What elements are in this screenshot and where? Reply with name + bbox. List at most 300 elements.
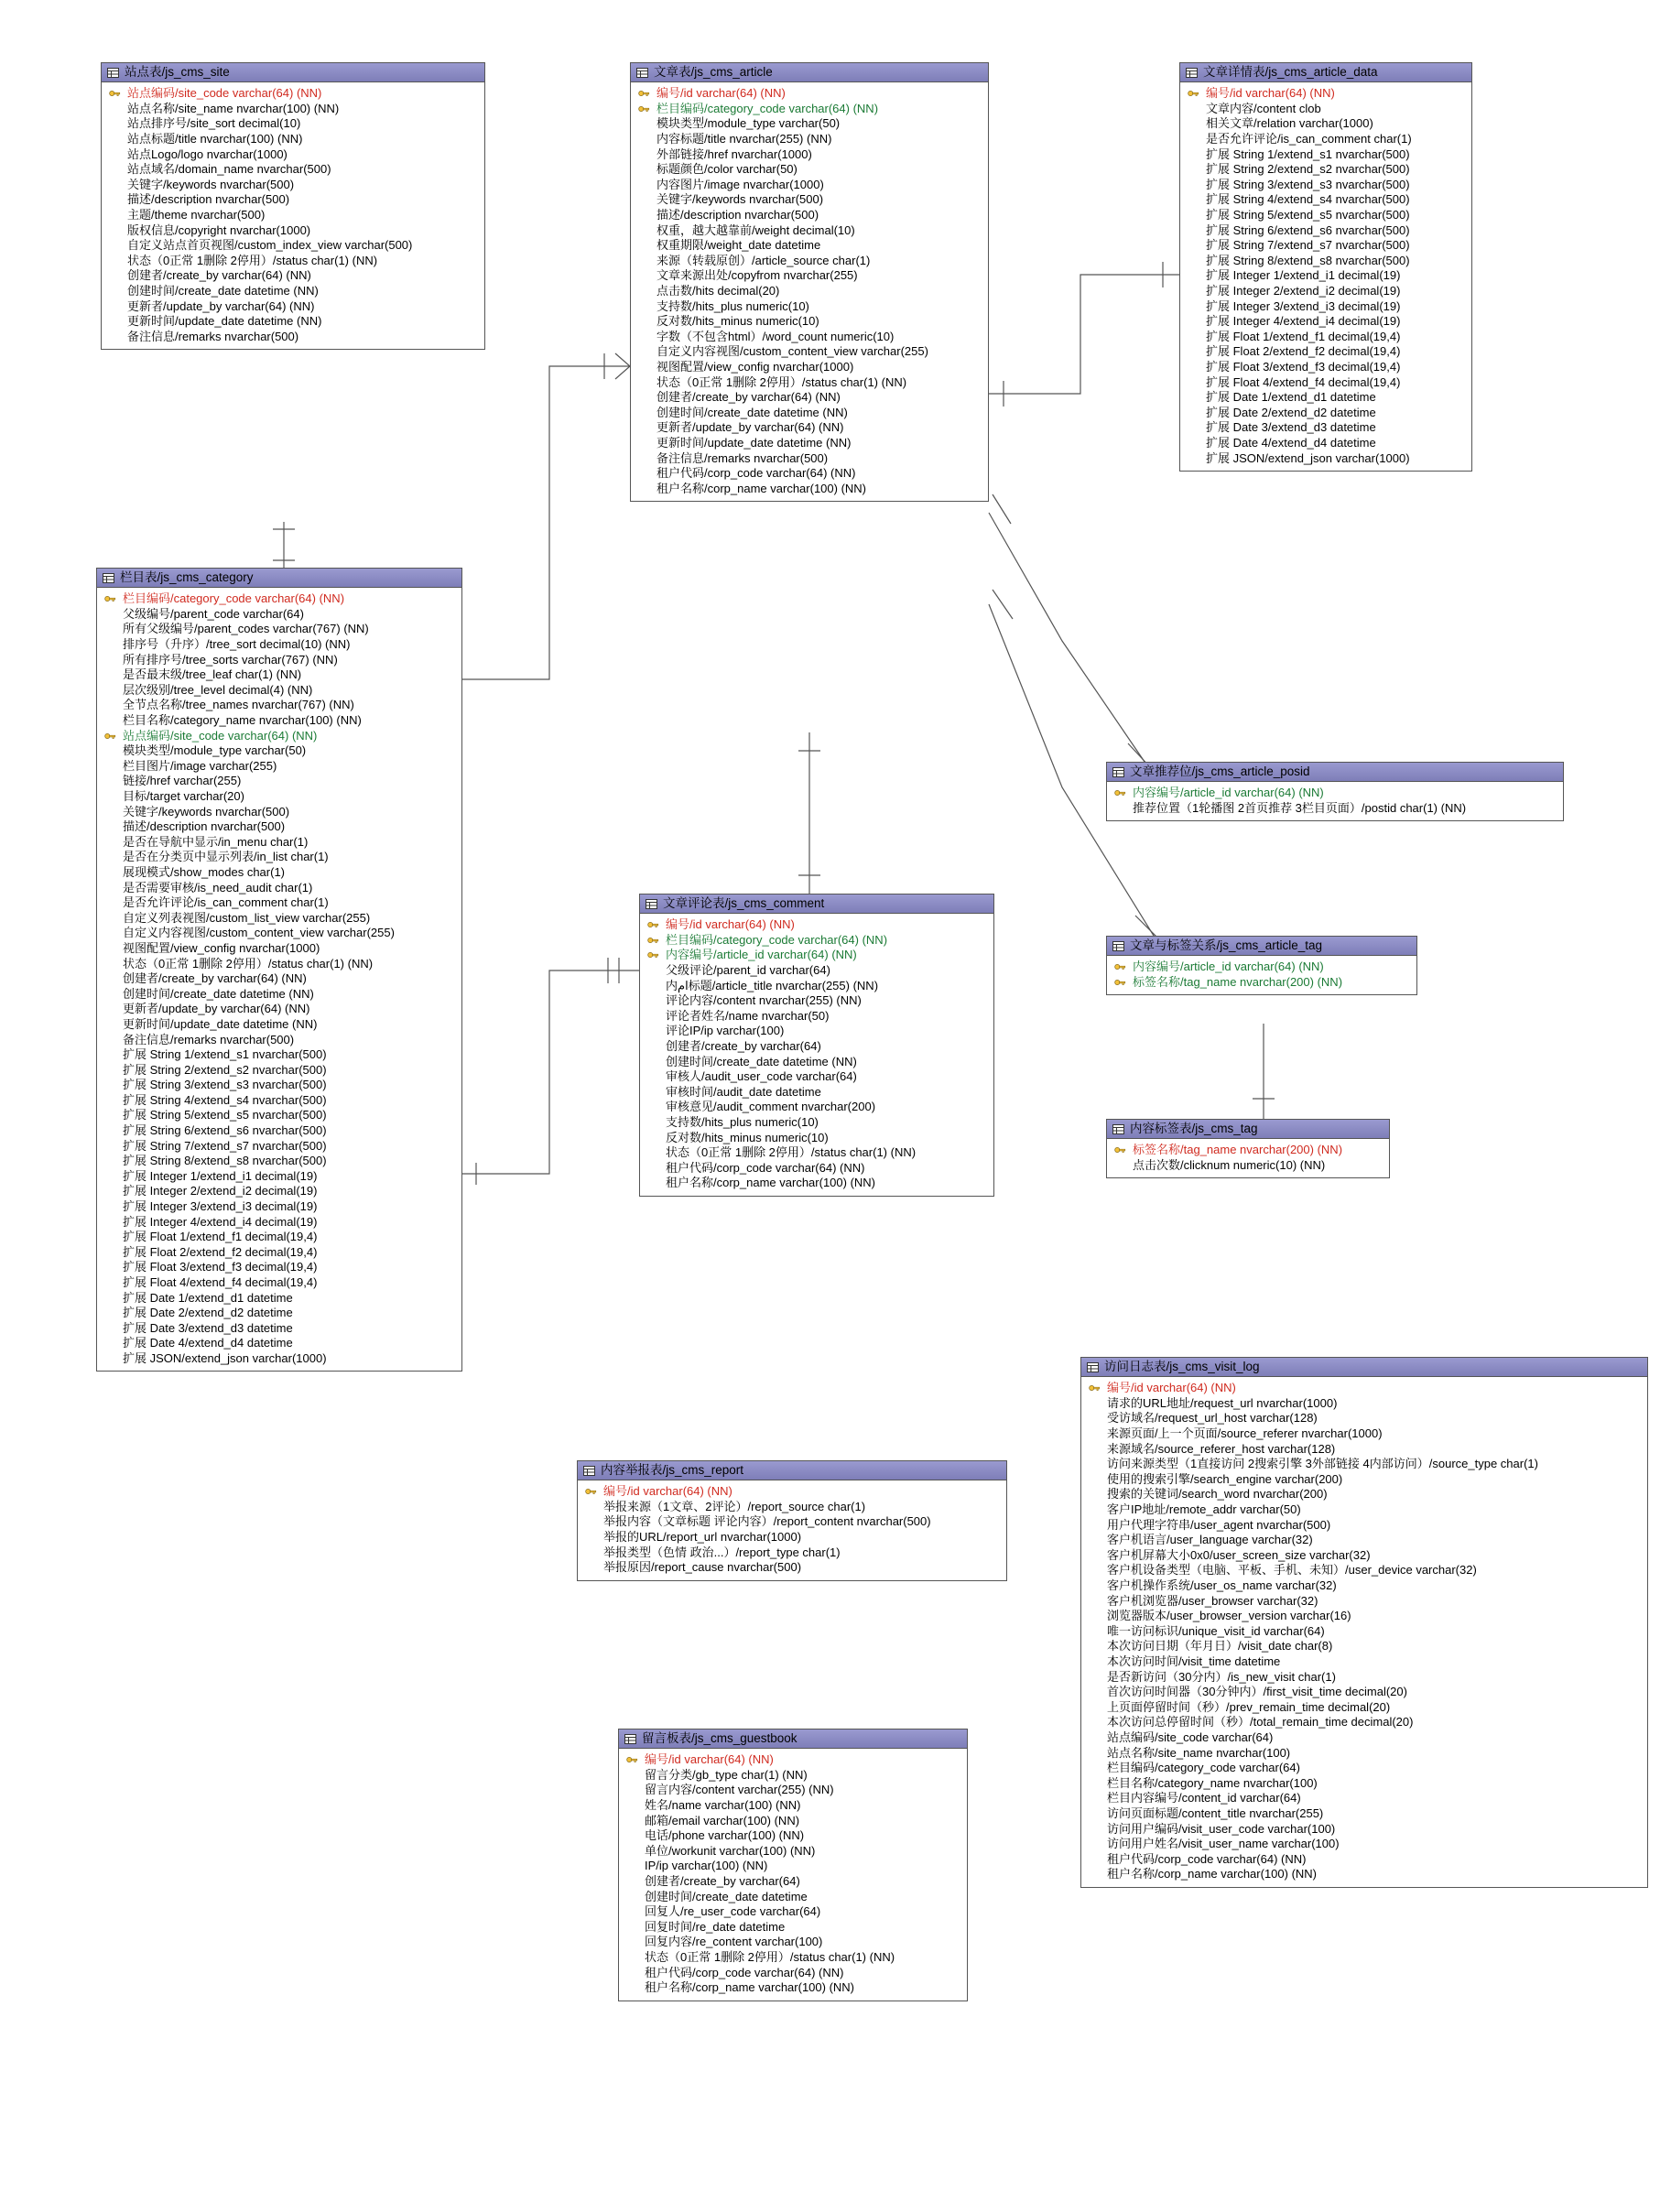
erd-table-header-js_cms_report[interactable]	[578, 1461, 1006, 1480]
erd-column	[97, 1336, 461, 1351]
erd-column	[97, 1214, 461, 1230]
erd-column	[97, 1002, 461, 1017]
erd-column-label: 扩展 Integer 3/extend_i3 decimal(19)	[123, 1199, 318, 1214]
erd-column-label: 浏览器版本/user_browser_version varchar(16)	[1107, 1609, 1351, 1623]
erd-column-label: 栏目编码/category_code varchar(64)	[1107, 1761, 1300, 1775]
erd-column	[97, 1245, 461, 1261]
erd-column	[97, 1078, 461, 1093]
erd-table-columns	[1180, 82, 1471, 471]
erd-column	[97, 1275, 461, 1291]
erd-column-label: 支持数/hits_plus numeric(10)	[666, 1115, 819, 1130]
erd-column-label: 支持数/hits_plus numeric(10)	[656, 298, 809, 313]
erd-column-label: 内ام标题/article_title nvarchar(255) (NN)	[666, 978, 879, 992]
erd-column-label: 站点Logo/logo nvarchar(1000)	[127, 146, 288, 161]
erd-column-label: 扩展 Date 1/extend_d1 datetime	[1206, 390, 1376, 405]
erd-column	[97, 1093, 461, 1109]
erd-column-label: 点击次数/clicknum numeric(10) (NN)	[1133, 1157, 1326, 1172]
erd-column-label: 扩展 String 4/extend_s4 nvarchar(500)	[123, 1092, 327, 1107]
erd-table-columns	[1107, 782, 1563, 820]
erd-column	[97, 1260, 461, 1275]
table-icon	[624, 1733, 636, 1743]
erd-column	[1081, 1563, 1647, 1578]
erd-column-label: 创建者/create_by varchar(64) (NN)	[127, 268, 311, 283]
table-icon	[1087, 1361, 1099, 1372]
erd-column-label: 内容图片/image nvarchar(1000)	[656, 177, 824, 191]
erd-column-label: 栏目图片/image varchar(255)	[123, 758, 277, 773]
erd-column	[640, 993, 993, 1009]
erd-column	[97, 789, 461, 805]
erd-column	[631, 116, 988, 132]
erd-column	[102, 86, 484, 102]
erd-column	[1107, 975, 1416, 991]
erd-column-label: 内容编号/article_id varchar(64) (NN)	[1133, 960, 1324, 974]
erd-column-label: 站点标题/title nvarchar(100) (NN)	[127, 132, 303, 146]
erd-column-label: 客户IP地址/remote_addr varchar(50)	[1107, 1502, 1301, 1517]
erd-column	[631, 222, 988, 238]
erd-column	[578, 1500, 1006, 1515]
erd-column-label: 层次级别/tree_level decimal(4) (NN)	[123, 682, 313, 697]
erd-column-label: 举报来源（1文章、2评论）/report_source char(1)	[603, 1499, 866, 1513]
erd-column	[97, 591, 461, 607]
primary-key-icon	[638, 89, 656, 98]
erd-column-label: 首次访问时间器（30分钟内）/first_visit_time decimal(20)	[1107, 1685, 1407, 1699]
erd-column-label: 状态（0正常 1删除 2停用）/status char(1) (NN)	[123, 956, 374, 970]
erd-column	[97, 926, 461, 941]
erd-column	[1081, 1775, 1647, 1791]
erd-table-header-js_cms_tag[interactable]	[1107, 1120, 1389, 1139]
erd-column-label: 自定义内容视图/custom_content_view varchar(255)	[123, 926, 395, 940]
erd-table-title: 内容举报表/js_cms_report	[601, 1462, 744, 1477]
erd-column	[1081, 1426, 1647, 1442]
erd-table-columns	[619, 1749, 967, 2001]
erd-column	[97, 1290, 461, 1306]
erd-column	[631, 192, 988, 208]
erd-column-label: 更新者/update_by varchar(64) (NN)	[127, 298, 315, 313]
erd-table-header-js_cms_visit_log[interactable]	[1081, 1358, 1647, 1377]
erd-column	[631, 330, 988, 345]
erd-column-label: 评论IP/ip varchar(100)	[666, 1024, 785, 1038]
erd-column	[640, 948, 993, 963]
erd-column	[97, 1032, 461, 1047]
erd-column-label: 回复内容/re_content varchar(100)	[645, 1935, 823, 1949]
erd-column	[102, 146, 484, 162]
erd-column	[97, 1017, 461, 1033]
erd-column	[1081, 1487, 1647, 1502]
erd-column	[578, 1484, 1006, 1500]
erd-table-title: 栏目表/js_cms_category	[120, 569, 254, 584]
erd-column-label: 扩展 String 1/extend_s1 nvarchar(500)	[1206, 146, 1410, 161]
table-icon	[1186, 67, 1198, 77]
table-icon	[636, 67, 648, 77]
erd-column	[619, 1813, 967, 1828]
erd-column-label: 审核时间/audit_date datetime	[666, 1084, 821, 1099]
erd-column-label: 栏目名称/category_name nvarchar(100)	[1107, 1775, 1318, 1790]
erd-column	[1081, 1578, 1647, 1594]
erd-column-label: 租户代码/corp_code varchar(64) (NN)	[1107, 1851, 1307, 1866]
erd-column-label: 搜索的关键词/search_word nvarchar(200)	[1107, 1487, 1328, 1502]
erd-column-label: 是否在导航中显示/in_menu char(1)	[123, 834, 309, 849]
erd-column	[1180, 344, 1471, 360]
erd-column	[1180, 450, 1471, 466]
erd-column-label: 扩展 Date 2/extend_d2 datetime	[123, 1306, 293, 1320]
erd-column	[1180, 86, 1471, 102]
erd-column-label: 站点编码/site_code varchar(64) (NN)	[123, 728, 318, 743]
erd-column	[1081, 1821, 1647, 1837]
erd-column	[1180, 254, 1471, 269]
erd-column-label: 扩展 Float 1/extend_f1 decimal(19,4)	[123, 1230, 318, 1244]
erd-column-label: 更新时间/update_date datetime (NN)	[656, 435, 852, 450]
erd-column	[631, 298, 988, 314]
erd-column	[1180, 208, 1471, 223]
foreign-key-icon	[638, 104, 656, 114]
primary-key-icon	[1089, 1383, 1107, 1393]
erd-column	[97, 667, 461, 683]
erd-column	[631, 420, 988, 436]
erd-column	[102, 238, 484, 254]
erd-table-columns	[1107, 956, 1416, 994]
erd-column	[619, 1904, 967, 1920]
erd-column	[1081, 1472, 1647, 1488]
erd-column-label: 扩展 Date 3/extend_d3 datetime	[123, 1320, 293, 1335]
primary-key-icon	[647, 920, 666, 929]
erd-table-header-js_cms_site[interactable]	[102, 63, 484, 82]
erd-column-label: 点击数/hits decimal(20)	[656, 284, 780, 298]
erd-column-label: 扩展 Date 4/extend_d4 datetime	[1206, 435, 1376, 450]
foreign-key-icon	[1114, 978, 1133, 987]
erd-column-label: 自定义列表视图/custom_list_view varchar(255)	[123, 910, 371, 925]
erd-column-label: 评论者姓名/name nvarchar(50)	[666, 1008, 830, 1023]
erd-table-title: 文章详情表/js_cms_article_data	[1203, 64, 1378, 79]
erd-column	[640, 1145, 993, 1161]
erd-column-label: 标题颜色/color varchar(50)	[656, 162, 798, 177]
erd-column	[1180, 238, 1471, 254]
erd-column	[102, 192, 484, 208]
erd-table-title: 访问日志表/js_cms_visit_log	[1104, 1359, 1260, 1373]
erd-column	[1180, 178, 1471, 193]
erd-table-js_cms_report[interactable]	[577, 1460, 1007, 1581]
erd-column	[97, 835, 461, 851]
erd-column	[97, 1230, 461, 1245]
erd-column	[631, 146, 988, 162]
erd-table-columns	[102, 82, 484, 349]
erd-column-label: 文章内容/content clob	[1206, 101, 1321, 115]
erd-column	[97, 971, 461, 987]
erd-column-label: 创建者/create_by varchar(64)	[645, 1874, 800, 1889]
erd-column	[1081, 1654, 1647, 1670]
erd-column	[619, 1798, 967, 1814]
primary-key-icon	[626, 1755, 645, 1764]
erd-column-label: 扩展 Integer 2/extend_i2 decimal(19)	[123, 1184, 318, 1198]
erd-column-label: 父级编号/parent_code varchar(64)	[123, 606, 304, 621]
erd-column-label: 电话/phone varchar(100) (NN)	[645, 1828, 805, 1843]
erd-column	[97, 652, 461, 667]
erd-column-label: 租户名称/corp_name varchar(100) (NN)	[656, 481, 867, 495]
erd-column	[97, 865, 461, 881]
erd-column	[619, 1768, 967, 1784]
erd-column-label: 扩展 Float 3/extend_f3 decimal(19,4)	[123, 1260, 318, 1274]
erd-column	[1180, 162, 1471, 178]
erd-column-label: 创建者/create_by varchar(64) (NN)	[656, 390, 841, 405]
erd-column	[97, 759, 461, 775]
erd-table-title: 文章表/js_cms_article	[654, 64, 773, 79]
erd-column-label: 租户代码/corp_code varchar(64) (NN)	[666, 1160, 865, 1175]
erd-column-label: 使用的搜索引擎/search_engine varchar(200)	[1107, 1471, 1343, 1486]
erd-column	[619, 1874, 967, 1890]
erd-column	[1081, 1669, 1647, 1685]
erd-column	[1081, 1851, 1647, 1867]
erd-column	[97, 1123, 461, 1139]
erd-column-label: 留言内容/content varchar(255) (NN)	[645, 1783, 834, 1797]
erd-column	[619, 1859, 967, 1874]
erd-column	[1081, 1457, 1647, 1472]
erd-column-label: 栏目编码/category_code varchar(64) (NN)	[656, 101, 879, 115]
erd-column-label: 创建时间/create_date datetime (NN)	[123, 986, 314, 1001]
erd-column	[97, 956, 461, 971]
erd-table-header-js_cms_comment[interactable]	[640, 895, 993, 914]
erd-column-label: 站点编码/site_code varchar(64)	[1107, 1729, 1274, 1744]
erd-column	[97, 986, 461, 1002]
erd-column-label: 评论内容/content nvarchar(255) (NN)	[666, 993, 862, 1008]
erd-column-label: 栏目名称/category_name nvarchar(100) (NN)	[123, 713, 362, 728]
erd-column	[1081, 1441, 1647, 1457]
erd-column-label: 扩展 Integer 1/extend_i1 decimal(19)	[123, 1168, 318, 1183]
erd-table-js_cms_guestbook[interactable]	[618, 1729, 968, 2001]
erd-column-label: 请求的URL地址/request_url nvarchar(1000)	[1107, 1395, 1338, 1410]
erd-column	[1081, 1867, 1647, 1882]
erd-column-label: 访问用户姓名/visit_user_name varchar(100)	[1107, 1837, 1340, 1851]
erd-column	[1081, 1699, 1647, 1715]
erd-column	[97, 1199, 461, 1215]
erd-column	[631, 390, 988, 406]
erd-column	[1081, 1624, 1647, 1640]
erd-column	[97, 743, 461, 759]
erd-column-label: 权重期限/weight_date datetime	[656, 238, 821, 253]
erd-column	[578, 1560, 1006, 1576]
erd-column	[1081, 1533, 1647, 1548]
erd-column	[97, 637, 461, 653]
erd-table-header-js_cms_article_posid[interactable]	[1107, 763, 1563, 782]
erd-column	[631, 481, 988, 496]
erd-column-label: 站点域名/domain_name nvarchar(500)	[127, 162, 331, 177]
erd-column	[619, 1935, 967, 1950]
erd-column	[640, 933, 993, 949]
erd-table-js_cms_comment[interactable]	[639, 894, 994, 1197]
erd-table-js_cms_article_data[interactable]	[1179, 62, 1472, 472]
erd-column	[97, 1184, 461, 1199]
erd-table-js_cms_article_tag[interactable]	[1106, 936, 1417, 995]
erd-table-columns	[578, 1480, 1006, 1580]
erd-column-label: 举报内容（文章标题 评论内容）/report_content nvarchar(500)	[603, 1514, 931, 1529]
erd-column-label: 用户代理字符串/user_agent nvarchar(500)	[1107, 1517, 1331, 1532]
erd-column-label: 创建者/create_by varchar(64) (NN)	[123, 971, 307, 986]
erd-column	[631, 344, 988, 360]
erd-column	[1081, 1639, 1647, 1654]
erd-column-label: 描述/description nvarchar(500)	[123, 819, 286, 834]
erd-column	[1107, 801, 1563, 817]
erd-column	[631, 254, 988, 269]
erd-column	[1081, 1396, 1647, 1412]
erd-column	[97, 880, 461, 895]
erd-column	[640, 1085, 993, 1101]
erd-column-label: 扩展 String 3/extend_s3 nvarchar(500)	[1206, 177, 1410, 191]
erd-column-label: 更新时间/update_date datetime (NN)	[123, 1016, 318, 1031]
erd-column	[102, 178, 484, 193]
erd-column-label: 访问用户编码/visit_user_code varchar(100)	[1107, 1821, 1336, 1836]
erd-column-label: 扩展 String 6/extend_s6 nvarchar(500)	[1206, 222, 1410, 237]
erd-column-label: 站点名称/site_name nvarchar(100) (NN)	[127, 101, 340, 115]
erd-table-js_cms_tag[interactable]	[1106, 1119, 1390, 1178]
erd-column	[97, 713, 461, 729]
erd-table-columns	[97, 588, 461, 1371]
erd-column-label: 本次访问日期（年月日）/visit_date char(8)	[1107, 1639, 1333, 1654]
erd-column	[640, 978, 993, 993]
erd-column-label: 版权信息/copyright nvarchar(1000)	[127, 222, 311, 237]
erd-table-js_cms_article_posid[interactable]	[1106, 762, 1564, 821]
erd-table-title: 内容标签表/js_cms_tag	[1130, 1121, 1258, 1135]
erd-column-label: 扩展 String 7/extend_s7 nvarchar(500)	[1206, 238, 1410, 253]
erd-column-label: 备注信息/remarks nvarchar(500)	[123, 1032, 295, 1046]
erd-column	[1081, 1715, 1647, 1730]
erd-column	[97, 1321, 461, 1337]
erd-column-label: 推荐位置（1轮播图 2首页推荐 3栏目页面）/postid char(1) (NN)	[1133, 800, 1467, 815]
erd-column-label: 外部链接/href nvarchar(1000)	[656, 146, 812, 161]
erd-column	[631, 132, 988, 147]
erd-column	[102, 314, 484, 330]
erd-column	[1107, 1143, 1389, 1158]
erd-column-label: 邮箱/email varchar(100) (NN)	[645, 1813, 800, 1827]
erd-column	[640, 1161, 993, 1176]
erd-column-label: 状态（0正常 1删除 2停用）/status char(1) (NN)	[666, 1145, 917, 1160]
erd-column-label: 所有父级编号/parent_codes varchar(767) (NN)	[123, 622, 369, 636]
erd-column	[97, 1062, 461, 1078]
erd-table-columns	[1081, 1377, 1647, 1887]
erd-column-label: 创建者/create_by varchar(64)	[666, 1039, 821, 1054]
foreign-key-icon	[647, 950, 666, 960]
erd-column	[640, 1130, 993, 1145]
erd-column	[97, 804, 461, 819]
erd-column-label: 扩展 JSON/extend_json varchar(1000)	[1206, 450, 1410, 465]
erd-column	[97, 1108, 461, 1123]
erd-column-label: 更新时间/update_date datetime (NN)	[127, 314, 322, 329]
primary-key-icon	[109, 89, 127, 98]
erd-table-header-js_cms_article_data[interactable]	[1180, 63, 1471, 82]
erd-column	[1081, 1609, 1647, 1624]
erd-table-header-js_cms_guestbook[interactable]	[619, 1729, 967, 1749]
erd-column	[640, 1024, 993, 1039]
erd-column	[1081, 1411, 1647, 1426]
erd-column	[97, 819, 461, 835]
erd-column-label: 留言分类/gb_type char(1) (NN)	[645, 1767, 808, 1782]
erd-column	[619, 1965, 967, 1980]
primary-key-icon	[1188, 89, 1206, 98]
erd-column	[97, 774, 461, 789]
erd-column-label: 本次访问总停留时间（秒）/total_remain_time decimal(20)	[1107, 1715, 1414, 1729]
table-icon	[646, 898, 657, 908]
erd-table-columns	[631, 82, 988, 501]
erd-column-label: 客户机浏览器/user_browser varchar(32)	[1107, 1593, 1318, 1608]
erd-column	[619, 1980, 967, 1996]
erd-column-label: 反对数/hits_minus numeric(10)	[656, 314, 819, 329]
erd-column-label: 是否在分类页中显示列表/in_list char(1)	[123, 850, 329, 864]
erd-column	[97, 1047, 461, 1063]
erd-table-js_cms_visit_log[interactable]	[1080, 1357, 1648, 1888]
erd-column	[619, 1844, 967, 1860]
erd-column-label: 文章来源出处/copyfrom nvarchar(255)	[656, 268, 858, 283]
erd-column	[631, 268, 988, 284]
erd-column-label: 标签名称/tag_name nvarchar(200) (NN)	[1133, 1143, 1343, 1157]
erd-column	[1081, 1837, 1647, 1852]
erd-column-label: 扩展 Integer 4/extend_i4 decimal(19)	[123, 1214, 318, 1229]
erd-column-label: 创建时间/create_date datetime (NN)	[127, 284, 319, 298]
erd-table-header-js_cms_article[interactable]	[631, 63, 988, 82]
erd-column-label: 扩展 String 8/extend_s8 nvarchar(500)	[1206, 253, 1410, 267]
erd-column-label: IP/ip varchar(100) (NN)	[645, 1859, 768, 1873]
erd-table-js_cms_category[interactable]	[96, 568, 462, 1372]
erd-column-label: 客户机操作系统/user_os_name varchar(32)	[1107, 1578, 1337, 1593]
erd-column-label: 备注信息/remarks nvarchar(500)	[127, 329, 299, 343]
erd-column-label: 扩展 Date 2/extend_d2 datetime	[1206, 405, 1376, 419]
erd-column-label: 扩展 JSON/extend_json varchar(1000)	[123, 1350, 327, 1365]
erd-table-header-js_cms_article_tag[interactable]	[1107, 937, 1416, 956]
erd-column	[1180, 436, 1471, 451]
erd-table-header-js_cms_category[interactable]	[97, 569, 461, 588]
erd-column-label: 全节点名称/tree_names nvarchar(767) (NN)	[123, 698, 354, 712]
erd-column-label: 备注信息/remarks nvarchar(500)	[656, 450, 829, 465]
foreign-key-icon	[1114, 788, 1133, 797]
erd-column-label: 租户代码/corp_code varchar(64) (NN)	[656, 466, 856, 481]
erd-column	[97, 850, 461, 865]
erd-column	[1081, 1548, 1647, 1564]
erd-column	[97, 1169, 461, 1185]
erd-column-label: 唯一访问标识/unique_visit_id varchar(64)	[1107, 1623, 1325, 1638]
erd-column-label: 客户机语言/user_language varchar(32)	[1107, 1533, 1313, 1547]
foreign-key-icon	[104, 732, 123, 741]
erd-column	[1081, 1791, 1647, 1806]
erd-column	[102, 208, 484, 223]
erd-column	[631, 405, 988, 420]
erd-column	[1081, 1806, 1647, 1822]
erd-column	[97, 698, 461, 713]
erd-table-js_cms_site[interactable]	[101, 62, 485, 350]
erd-table-js_cms_article[interactable]	[630, 62, 989, 502]
erd-column	[102, 162, 484, 178]
erd-column-label: 租户名称/corp_name varchar(100) (NN)	[666, 1176, 876, 1190]
erd-column	[1180, 268, 1471, 284]
erd-column-label: 编号/id varchar(64) (NN)	[1206, 86, 1335, 101]
erd-column	[619, 1889, 967, 1904]
erd-column-label: 访问来源类型（1直接访问 2搜索引擎 3外部链接 4内部访问）/source_type char(1)	[1107, 1457, 1538, 1471]
erd-column	[631, 86, 988, 102]
erd-column	[631, 102, 988, 117]
erd-column	[97, 1154, 461, 1169]
erd-column	[1107, 786, 1563, 801]
erd-column	[1081, 1593, 1647, 1609]
erd-column	[640, 1176, 993, 1191]
erd-column	[102, 116, 484, 132]
erd-column	[102, 132, 484, 147]
erd-column-label: 扩展 Float 2/extend_f2 decimal(19,4)	[1206, 344, 1401, 359]
erd-table-title: 文章推荐位/js_cms_article_posid	[1130, 764, 1310, 778]
erd-column-label: 本次访问时间/visit_time datetime	[1107, 1654, 1281, 1668]
erd-column	[631, 450, 988, 466]
erd-column	[619, 1752, 967, 1768]
erd-column	[97, 607, 461, 623]
erd-column-label: 回复人/re_user_code varchar(64)	[645, 1904, 821, 1919]
erd-column-label: 更新者/update_by varchar(64) (NN)	[656, 420, 844, 435]
erd-column-label: 创建时间/create_date datetime (NN)	[656, 405, 848, 419]
erd-column	[97, 1351, 461, 1367]
erd-column	[1081, 1730, 1647, 1746]
